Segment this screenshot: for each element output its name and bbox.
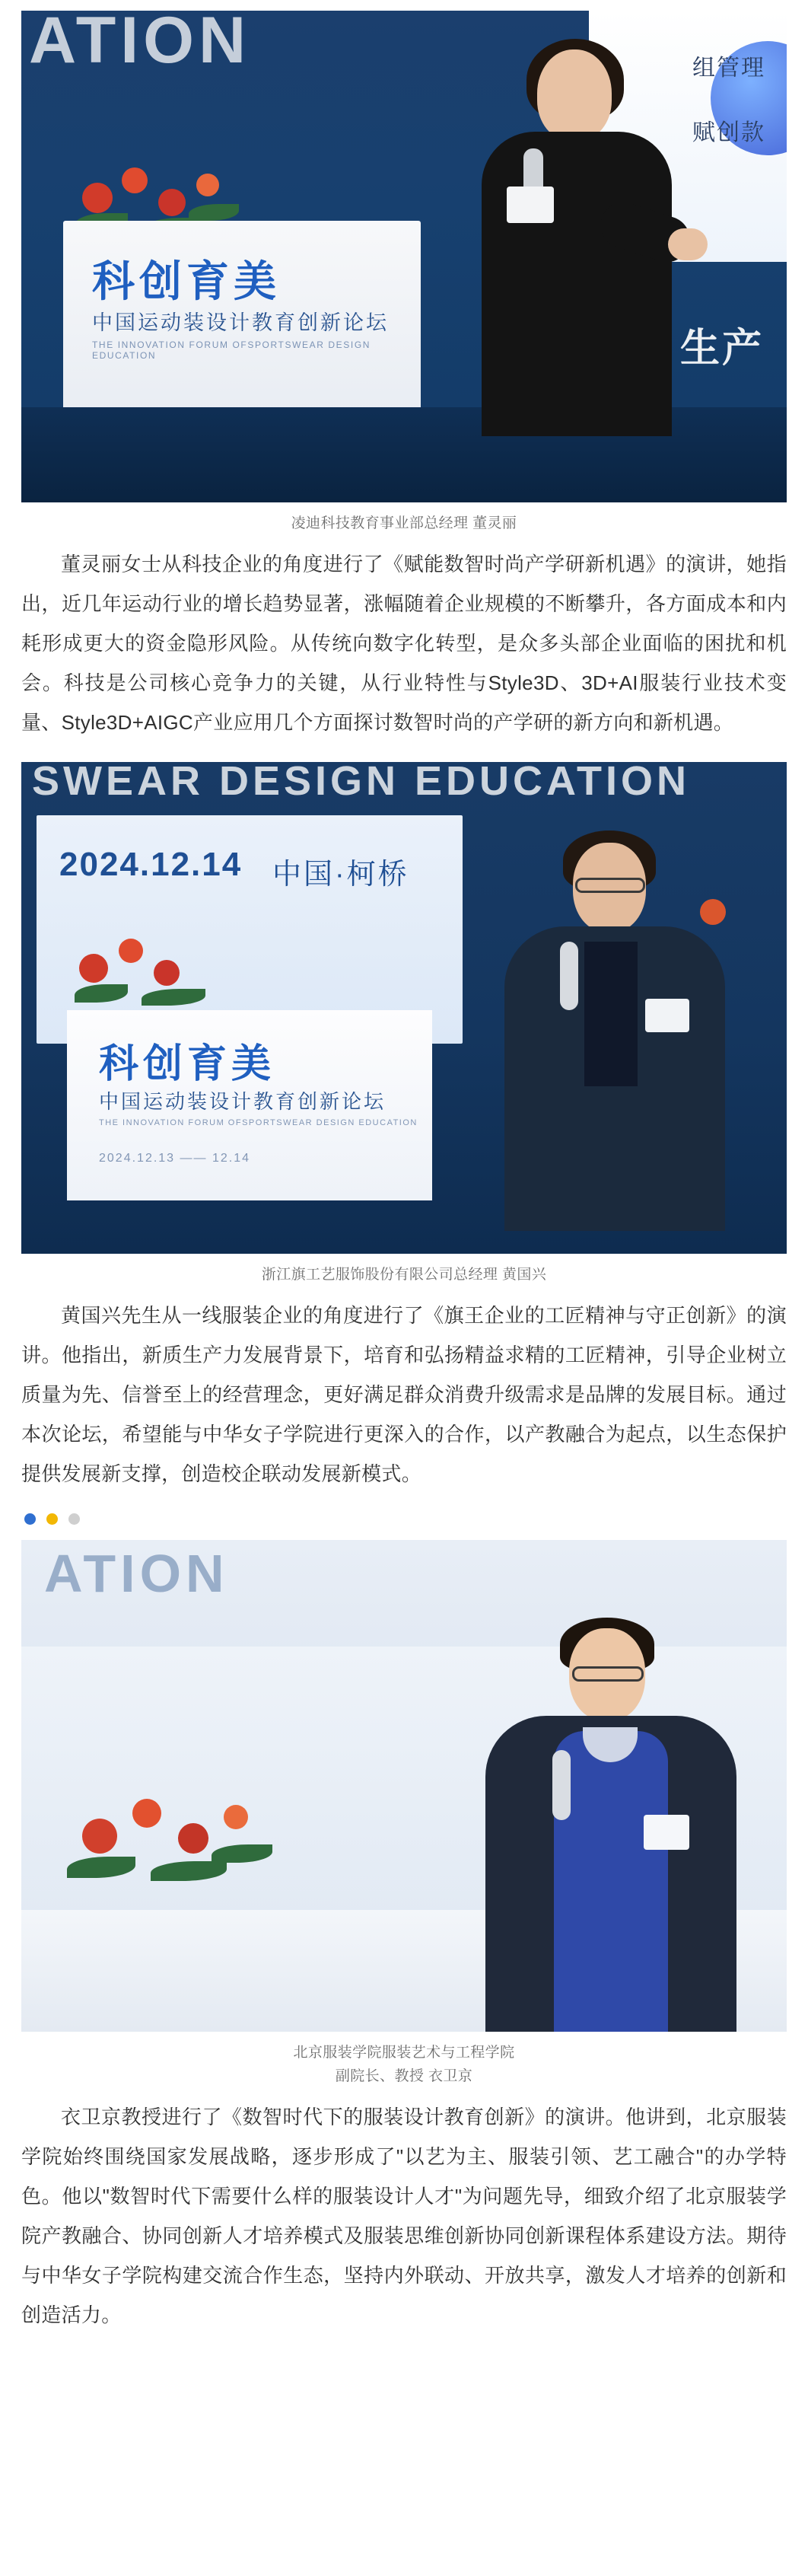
paragraph-2: 黄国兴先生从一线服装企业的角度进行了《旗王企业的工匠精神与守正创新》的演讲。他指出，新质生产力发展背景下，培育和弘扬精益求精的工匠精神，引导企业树立质量为先、信誉至上的经营理念，更好满足群众消费升级需求是品牌的发展目标。通过本次论坛，希望能与中华女子学院进行更深入的合作，以产教融合为起点，以生态保护提供发展新支撑，创造校企联动发展新模式。 [21, 1304, 787, 1485]
photo-caption-1 [21, 502, 787, 537]
speaker-head [537, 49, 612, 141]
podium-board [67, 1010, 432, 1200]
podium-english-subtitle: THE INNOVATION FORUM OFSPORTSWEAR DESIGN EDUCATION [92, 340, 371, 361]
figure-block-3 [21, 1540, 787, 2090]
paragraph-3: 衣卫京教授进行了《数智时代下的服装设计教育创新》的演讲。他讲到，北京服装学院始终围绕国家发展战略，逐步形成了"以艺为主、服装引领、艺工融合"的办学特色。他以"数智时代下需要什么样的服装设计人才"为问题先导，细致介绍了北京服装学院产教融合、协同创新人才培养模式及服装思维创新协同创新课程体系建设方法。期待与中华女子学院构建交流合作生态，坚持内外联动、开放共享，激发人才培养的创新和创造活力。 [21, 2106, 787, 2326]
photo-speaker-dong-lingli [21, 11, 787, 502]
speaker-body [482, 132, 672, 436]
photo-speaker-huang-guoxing [21, 762, 787, 1254]
podium-date: 2024.12.13 —— 12.14 [99, 1152, 251, 1165]
stage-text-right: 生产 [679, 327, 764, 371]
divider-dot-grey [68, 1513, 80, 1525]
speaker-inner-shirt [584, 942, 638, 1086]
podium-english-subtitle: THE INNOVATION FORUM OFSPORTSWEAR DESIGN EDUCATION [99, 1118, 418, 1127]
divider-dot-blue [24, 1513, 36, 1525]
photo-caption-2 [21, 1254, 787, 1288]
screen-text-line1: 组管理 [692, 56, 765, 81]
podium-subtitle: 中国运动装设计教育创新论坛 [99, 1090, 387, 1113]
paragraph-1: 董灵丽女士从科技企业的角度进行了《赋能数智时尚产学研新机遇》的演讲，她指出，近几年运动行业的增长趋势显著，涨幅随着企业规模的不断攀升，各方面成本和内耗形成更大的资金隐形风险。从传统向数字化转型，是众多头部企业面临的困扰和机会。科技是公司核心竞争力的关键，从行业特性与Style3D、3D+AI服装行业技术变量、Style3D+AIGC产业应用几个方面探讨数智时尚的产学研的新方向和新机遇。 [21, 553, 787, 734]
speaker-figure [478, 835, 759, 1231]
divider-dots [24, 1513, 787, 1525]
banner-text-partial: ATION [29, 11, 251, 77]
name-badge [507, 187, 554, 223]
screen-date-text: 2024.12.14 [59, 846, 243, 883]
podium-title: 科创育美 [92, 257, 281, 305]
podium-title: 科创育美 [99, 1042, 276, 1086]
photo-speaker-yi-weijing [21, 1540, 787, 2032]
screen-location-text: 中国·柯桥 [272, 859, 409, 891]
banner-text-partial: ATION [44, 1544, 229, 1603]
microphone-icon [560, 942, 578, 1010]
name-badge [644, 1815, 689, 1850]
figure-block-2 [21, 762, 787, 1288]
speaker-figure [463, 1605, 767, 2032]
flower-arrangement [67, 1788, 295, 1918]
speaker-hand [668, 228, 708, 260]
glasses-icon [575, 878, 645, 893]
caption-text-line2: 副院长、教授 衣卫京 [335, 2068, 473, 2084]
podium-subtitle: 中国运动装设计教育创新论坛 [92, 311, 389, 334]
podium-board [63, 221, 421, 411]
microphone-icon [552, 1750, 571, 1820]
screen-text-line2: 赋创款 [692, 120, 765, 145]
glasses-icon [572, 1666, 644, 1682]
figure-block-1 [21, 11, 787, 537]
caption-text: 浙江旗工艺服饰股份有限公司总经理 黄国兴 [261, 1267, 547, 1283]
photo-caption-3 [21, 2032, 787, 2090]
speaker-figure [447, 49, 698, 430]
banner-text-partial: SWEAR DESIGN EDUCATION [32, 762, 691, 804]
name-badge [645, 999, 689, 1032]
speaker-sweater [554, 1731, 668, 2032]
divider-dot-yellow [46, 1513, 58, 1525]
caption-text: 北京服装学院服装艺术与工程学院 [293, 2045, 515, 2061]
caption-text: 凌迪科技教育事业部总经理 董灵丽 [291, 515, 517, 531]
